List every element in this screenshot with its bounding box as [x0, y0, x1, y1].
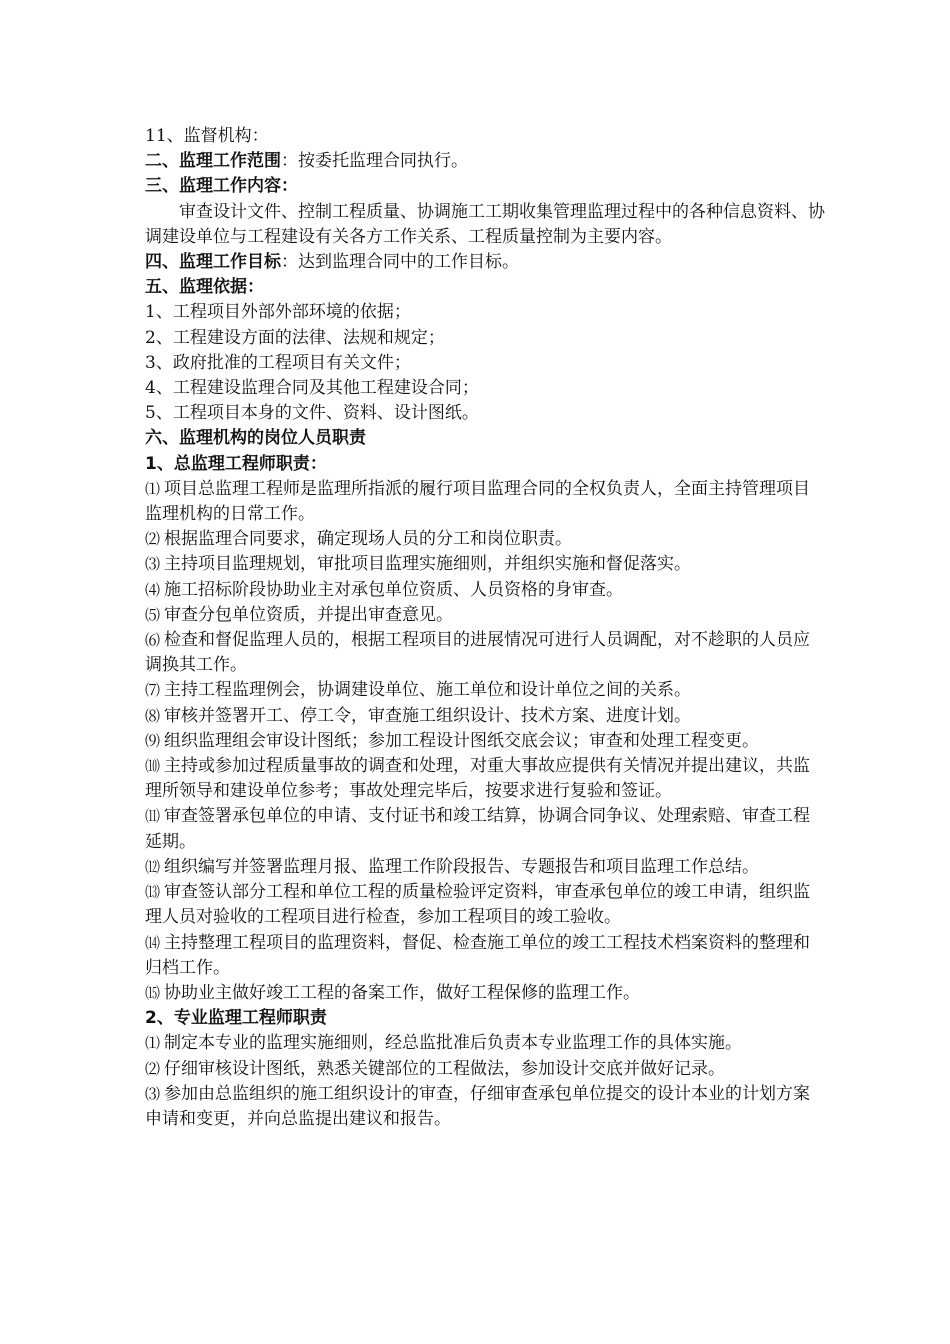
subsection-heading: 1、总监理工程师职责： [145, 453, 327, 474]
item-text: 根据监理合同要求，确定现场人员的分工和岗位职责。 [164, 529, 573, 550]
item-text: 审核并签署开工、停工令，审查施工组织设计、技术方案、进度计划。 [164, 705, 692, 726]
item-text: 协助业主做好竣工工程的备案工作，做好工程保修的监理工作。 [164, 982, 641, 1003]
item-number: ⑴ [145, 1034, 161, 1053]
item-text: 审查签认部分工程和单位工程的质量检验评定资料，审查承包单位的竣工申请，组织监理人员对验收的工程项目进行检查，参加工程项目的竣工验收。 [145, 882, 811, 928]
list-item: 3、政府批准的工程项目有关文件； [145, 352, 411, 373]
numbered-item [145, 880, 825, 930]
text-line [145, 149, 825, 174]
item-number: ⑸ [145, 605, 161, 624]
item-text: 审查分包单位资质，并提出审查意见。 [164, 604, 454, 625]
item-text: 检查和督促监理人员的，根据工程项目的进展情况可进行人员调配，对不趁职的人员应调换其工作。 [145, 630, 811, 676]
section-text: ：达到监理合同中的工作目标。 [281, 252, 519, 273]
numbered-item [145, 628, 825, 678]
item-number: ⑻ [145, 706, 161, 725]
item-text: 参加由总监组织的施工组织设计的审查，仔细审查承包单位提交的设计本业的计划方案申请和变更，并向总监提出建议和报告。 [145, 1083, 811, 1129]
item-number: ⒂ [145, 983, 161, 1002]
numbered-item [145, 527, 825, 552]
item-number: ⑷ [145, 580, 161, 599]
item-text: 制定本专业的监理实施细则，经总监批准后负责本专业监理工作的具体实施。 [164, 1033, 743, 1054]
item-text: 主持工程监理例会，协调建设单位、施工单位和设计单位之间的关系。 [164, 680, 692, 701]
item-number: ⑾ [145, 807, 161, 826]
numbered-item [145, 754, 825, 804]
item-number: ⑽ [145, 757, 161, 776]
numbered-item [145, 931, 825, 981]
numbered-item [145, 1031, 825, 1056]
text-line [145, 250, 825, 275]
item-number: ⑵ [145, 1059, 161, 1078]
item-number: ⑺ [145, 681, 161, 700]
section-label: 四、监理工作目标 [145, 252, 281, 273]
list-item: 5、工程项目本身的文件、资料、设计图纸。 [145, 403, 479, 424]
section-heading: 五、监理依据： [145, 277, 264, 298]
list-item: 1、工程项目外部外部环境的依据； [145, 302, 411, 323]
numbered-item [145, 552, 825, 577]
item-text: 组织编写并签署监理月报、监理工作阶段报告、专题报告和项目监理工作总结。 [164, 856, 760, 877]
item-number: ⑶ [145, 555, 161, 574]
item-number: ⑵ [145, 530, 161, 549]
item-number: ⑿ [145, 857, 161, 876]
section-text: ：按委托监理合同执行。 [281, 151, 468, 172]
list-item: 4、工程建设监理合同及其他工程建设合同； [145, 378, 479, 399]
text-line: 11、监督机构： [145, 126, 269, 146]
item-number: ⑴ [145, 479, 161, 498]
numbered-item [145, 578, 825, 603]
numbered-item [145, 981, 825, 1006]
item-number: ⑹ [145, 631, 161, 650]
item-text: 项目总监理工程师是监理所指派的履行项目监理合同的全权负责人，全面主持管理项目监理机构的日常工作。 [145, 478, 811, 525]
numbered-item [145, 678, 825, 703]
numbered-item [145, 804, 825, 854]
item-number: ⑶ [145, 1084, 161, 1103]
item-text: 主持项目监理规划，审批项目监理实施细则，并组织实施和督促落实。 [164, 554, 692, 575]
numbered-item [145, 1057, 825, 1082]
subsection-heading: 2、专业监理工程师职责 [145, 1008, 327, 1029]
numbered-item [145, 1082, 825, 1132]
numbered-item [145, 704, 825, 729]
document-body [145, 124, 825, 1132]
section-heading: 六、监理机构的岗位人员职责 [145, 428, 366, 449]
item-text: 主持或参加过程质量事故的调查和处理，对重大事故应提供有关情况并提出建议，共监理所领导和建设单位参考；事故处理完毕后，按要求进行复验和签证。 [145, 756, 811, 802]
item-number: ⒁ [145, 933, 161, 952]
item-text: 施工招标阶段协助业主对承包单位资质、人员资格的身审查。 [164, 579, 624, 600]
item-text: 审查签署承包单位的申请、支付证书和竣工结算，协调合同争议、处理索赔、审查工程延期。 [145, 806, 811, 852]
item-text: 仔细审核设计图纸，熟悉关键部位的工程做法，参加设计交底并做好记录。 [164, 1058, 726, 1079]
paragraph: 审查设计文件、控制工程质量、协调施工工期收集管理监理过程中的各种信息资料、协调建设单位与工程建设有关各方工作关系、工程质量控制为主要内容。 [145, 201, 825, 247]
item-number: ⑼ [145, 731, 161, 750]
item-text: 组织监理组会审设计图纸；参加工程设计图纸交底会议；审查和处理工程变更。 [164, 730, 760, 751]
item-text: 主持整理工程项目的监理资料，督促、检查施工单位的竣工工程技术档案资料的整理和归档工作。 [145, 932, 811, 978]
numbered-item [145, 855, 825, 880]
numbered-item [145, 729, 825, 754]
numbered-item [145, 603, 825, 628]
item-number: ⒀ [145, 883, 161, 902]
numbered-item [145, 477, 825, 527]
section-heading: 三、监理工作内容： [145, 176, 298, 197]
section-label: 二、监理工作范围 [145, 151, 281, 172]
list-item: 2、工程建设方面的法律、法规和规定； [145, 327, 445, 348]
